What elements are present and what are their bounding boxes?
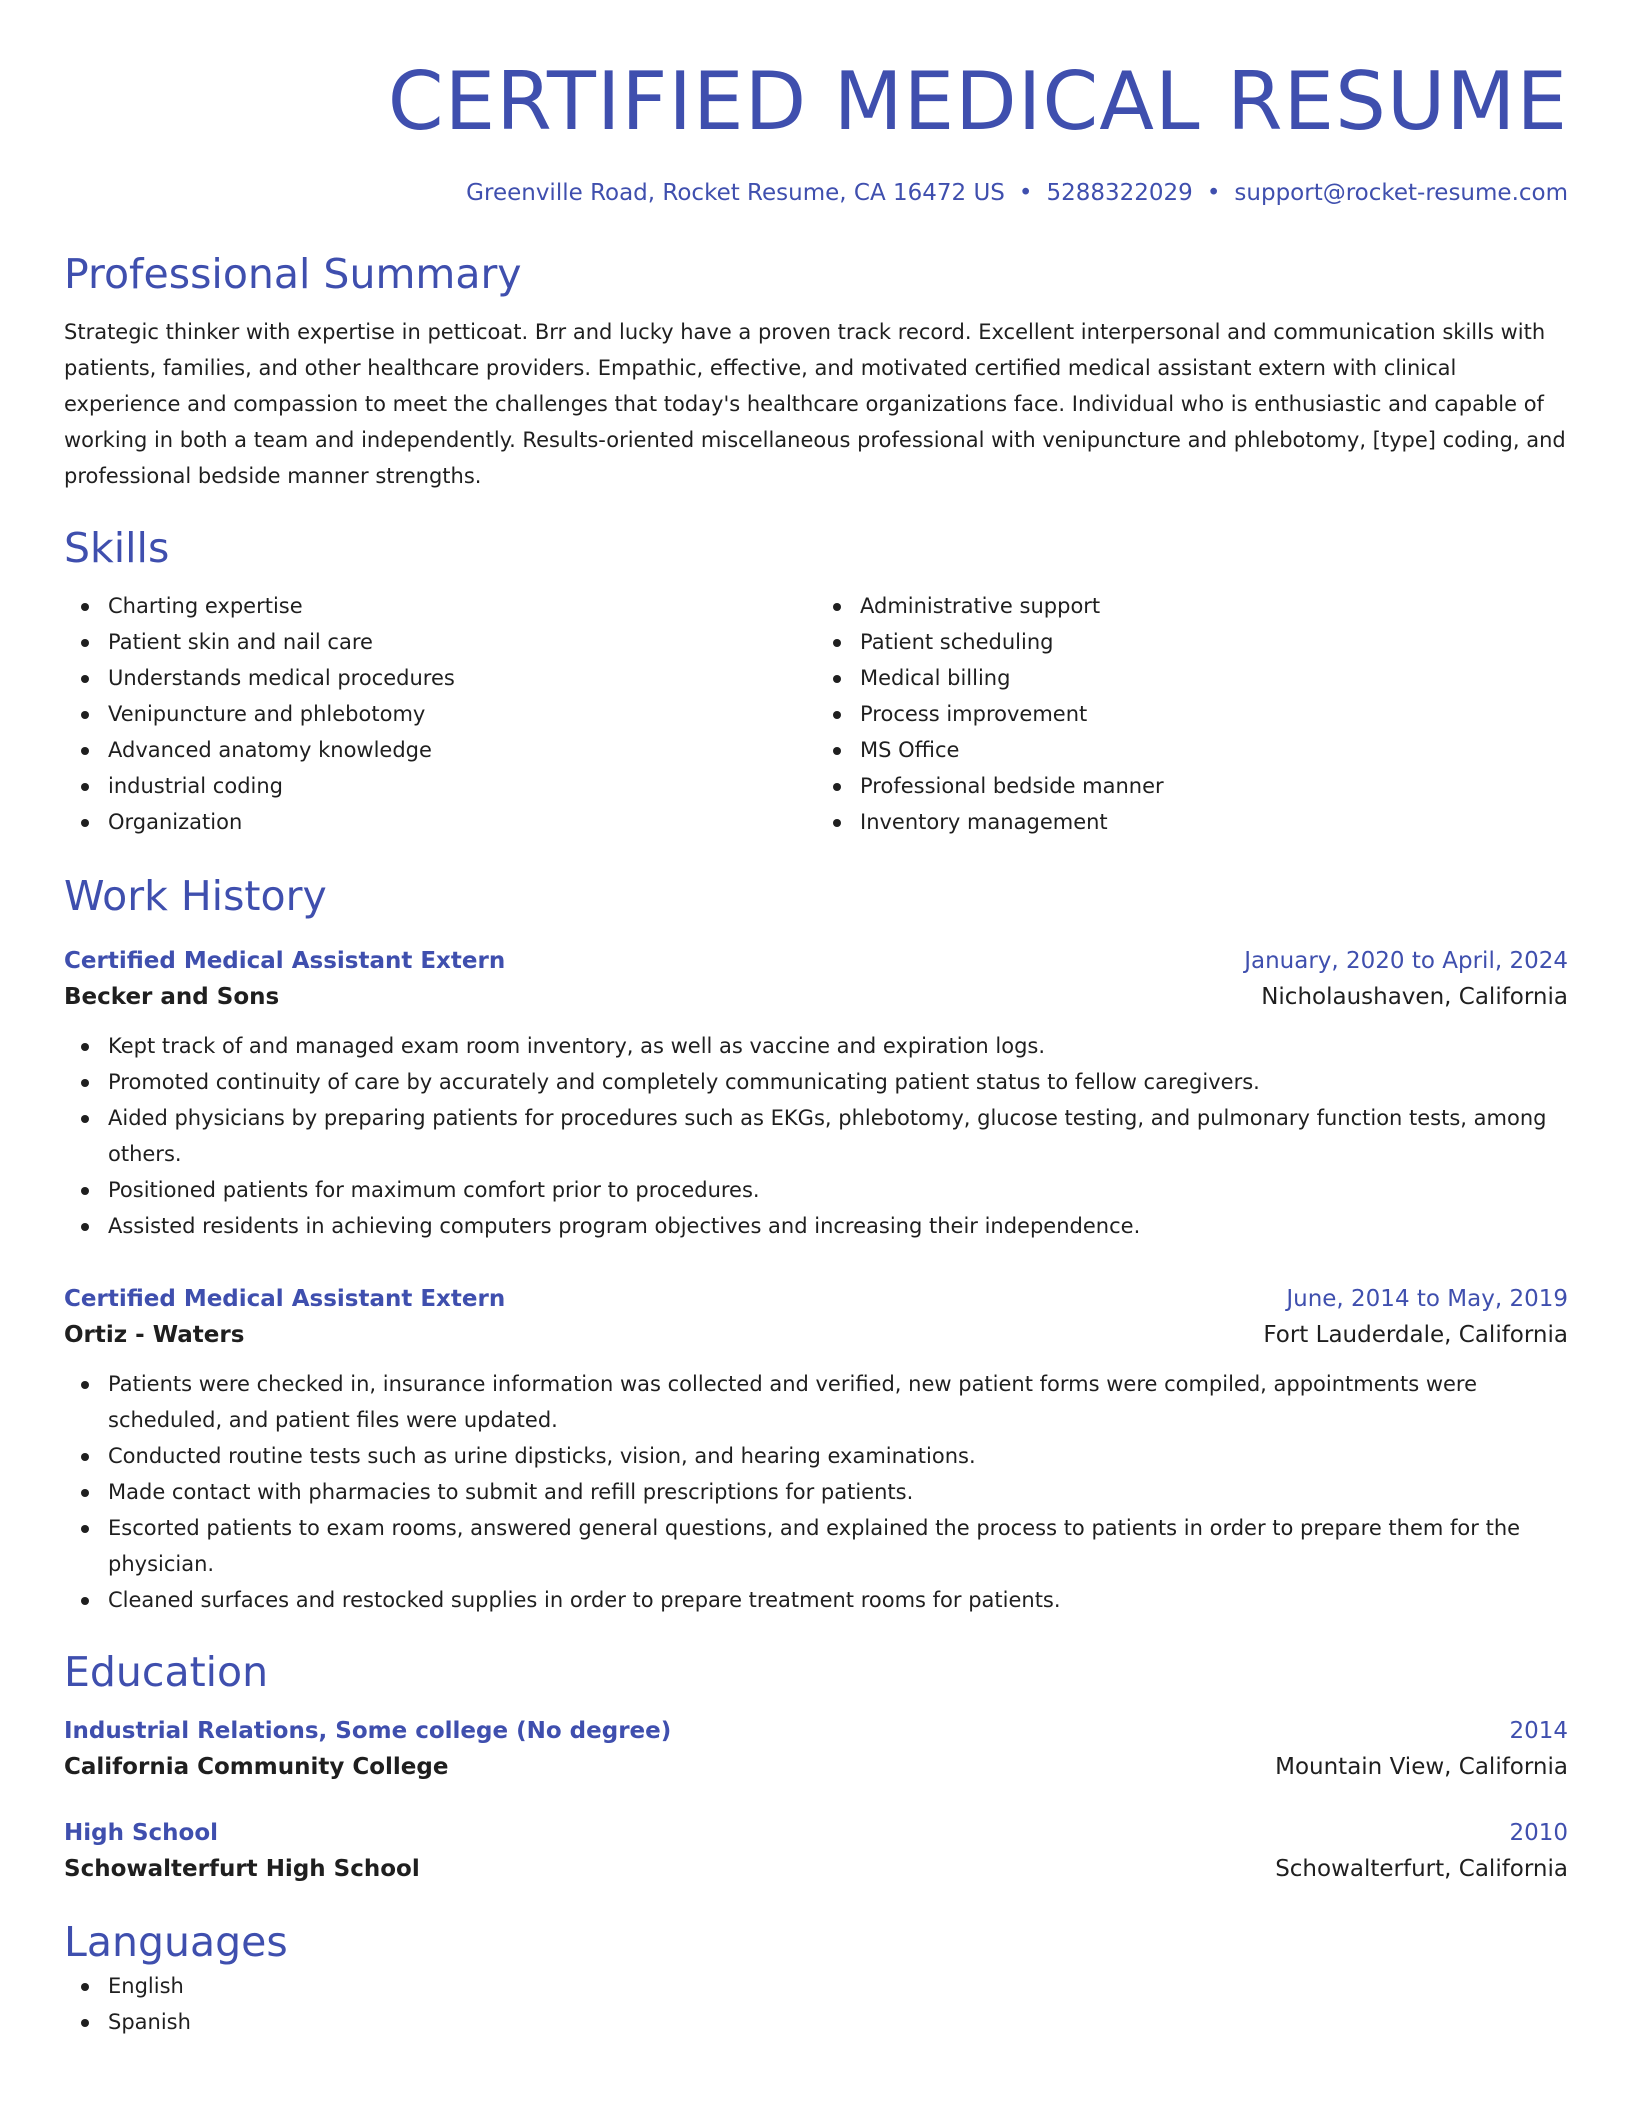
job-duty-item: Patients were checked in, insurance information was collected and verified, new patient forms were compiled, appointments were scheduled, and patient files were updated. <box>108 1366 1568 1438</box>
job-duty-item: Assisted residents in achieving computers program objectives and increasing their independence. <box>108 1208 1568 1244</box>
job-header-row <box>64 1282 1568 1316</box>
contact-phone: 5288322029 <box>1046 180 1193 206</box>
job-duties <box>64 1028 1568 1244</box>
job-duties <box>64 1366 1568 1618</box>
education-degree: High School <box>64 1820 219 1846</box>
education-school: California Community College <box>64 1754 449 1780</box>
job-duty-item: Conducted routine tests such as urine dipsticks, vision, and hearing examinations. <box>108 1438 1568 1474</box>
education-year: 2010 <box>1509 1820 1568 1846</box>
language-item: Spanish <box>108 2004 1568 2040</box>
skills-list <box>64 588 1568 840</box>
education-header-row <box>64 1816 1568 1850</box>
work-history-heading: Work History <box>64 872 327 920</box>
job-dates: June, 2014 to May, 2019 <box>1286 1286 1568 1312</box>
resume-name: CERTIFIED MEDICAL RESUME <box>387 55 1568 148</box>
education-year: 2014 <box>1509 1718 1568 1744</box>
job-dates: January, 2020 to April, 2024 <box>1244 948 1568 974</box>
education-location: Mountain View, California <box>1275 1754 1568 1780</box>
languages-list <box>64 1968 1568 2040</box>
job-duty-item: Escorted patients to exam rooms, answered general questions, and explained the process to patients in order to prepare them for the physician. <box>108 1510 1568 1582</box>
contact-email: support@rocket-resume.com <box>1234 180 1568 206</box>
contact-separator: • <box>1018 180 1033 206</box>
education-school-row <box>64 1748 1568 1786</box>
skill-item: Understands medical procedures <box>108 660 816 696</box>
job-duty-item: Aided physicians by preparing patients for procedures such as EKGs, phlebotomy, glucose testing, and pulmonary function tests, among others. <box>108 1100 1568 1172</box>
education-heading: Education <box>64 1648 269 1696</box>
skill-item: Venipuncture and phlebotomy <box>108 696 816 732</box>
education-entry <box>64 1816 1568 1888</box>
job-title: Certified Medical Assistant Extern <box>64 948 506 974</box>
skills-column-right <box>816 588 1568 840</box>
language-item: English <box>108 1968 1568 2004</box>
contact-address: Greenville Road, Rocket Resume, CA 16472 US <box>466 180 1005 206</box>
job-employer: Becker and Sons <box>64 984 280 1010</box>
job-employer-row <box>64 1316 1568 1354</box>
job-location: Nicholaushaven, California <box>1261 984 1568 1010</box>
job-duty-item: Kept track of and managed exam room inventory, as well as vaccine and expiration logs. <box>108 1028 1568 1064</box>
languages-heading: Languages <box>64 1918 288 1966</box>
education-school: Schowalterfurt High School <box>64 1856 420 1882</box>
education-school-row <box>64 1850 1568 1888</box>
skill-item: industrial coding <box>108 768 816 804</box>
job-duty-item: Made contact with pharmacies to submit and refill prescriptions for patients. <box>108 1474 1568 1510</box>
job-entry <box>64 944 1568 1244</box>
skill-item: Medical billing <box>860 660 1568 696</box>
job-duty-item: Cleaned surfaces and restocked supplies in order to prepare treatment rooms for patients. <box>108 1582 1568 1618</box>
skill-item: Process improvement <box>860 696 1568 732</box>
summary-heading: Professional Summary <box>64 250 522 298</box>
contact-line <box>64 178 1568 208</box>
job-employer: Ortiz - Waters <box>64 1322 245 1348</box>
job-duty-item: Positioned patients for maximum comfort prior to procedures. <box>108 1172 1568 1208</box>
education-entry <box>64 1714 1568 1786</box>
job-title: Certified Medical Assistant Extern <box>64 1286 506 1312</box>
job-header-row <box>64 944 1568 978</box>
job-entry <box>64 1282 1568 1618</box>
skill-item: Administrative support <box>860 588 1568 624</box>
skill-item: Organization <box>108 804 816 840</box>
skills-heading: Skills <box>64 524 170 572</box>
skill-item: Advanced anatomy knowledge <box>108 732 816 768</box>
skill-item: Patient skin and nail care <box>108 624 816 660</box>
skill-item: Professional bedside manner <box>860 768 1568 804</box>
job-duty-item: Promoted continuity of care by accurately and completely communicating patient status to fellow caregivers. <box>108 1064 1568 1100</box>
skill-item: Charting expertise <box>108 588 816 624</box>
skill-item: MS Office <box>860 732 1568 768</box>
education-header-row <box>64 1714 1568 1748</box>
contact-separator: • <box>1206 180 1221 206</box>
education-degree: Industrial Relations, Some college (No degree) <box>64 1718 672 1744</box>
education-location: Schowalterfurt, California <box>1275 1856 1568 1882</box>
job-location: Fort Lauderdale, California <box>1263 1322 1568 1348</box>
summary-text: Strategic thinker with expertise in petticoat. Brr and lucky have a proven track record. Excellent interpersonal and communication skills with patients, families, and other healthcare providers. Empathic, effective, and motivated certified medical assistant extern with clinical experience and compassion to meet the challenges that today's healthcare organizations face. Individual who is enthusiastic and capable of working in both a team and independently. Results-oriented miscellaneous professional with venipuncture and phlebotomy, [type] coding, and professional bedside manner strengths. <box>64 320 1566 488</box>
skills-column-left <box>64 588 816 840</box>
skill-item: Patient scheduling <box>860 624 1568 660</box>
job-employer-row <box>64 978 1568 1016</box>
skill-item: Inventory management <box>860 804 1568 840</box>
